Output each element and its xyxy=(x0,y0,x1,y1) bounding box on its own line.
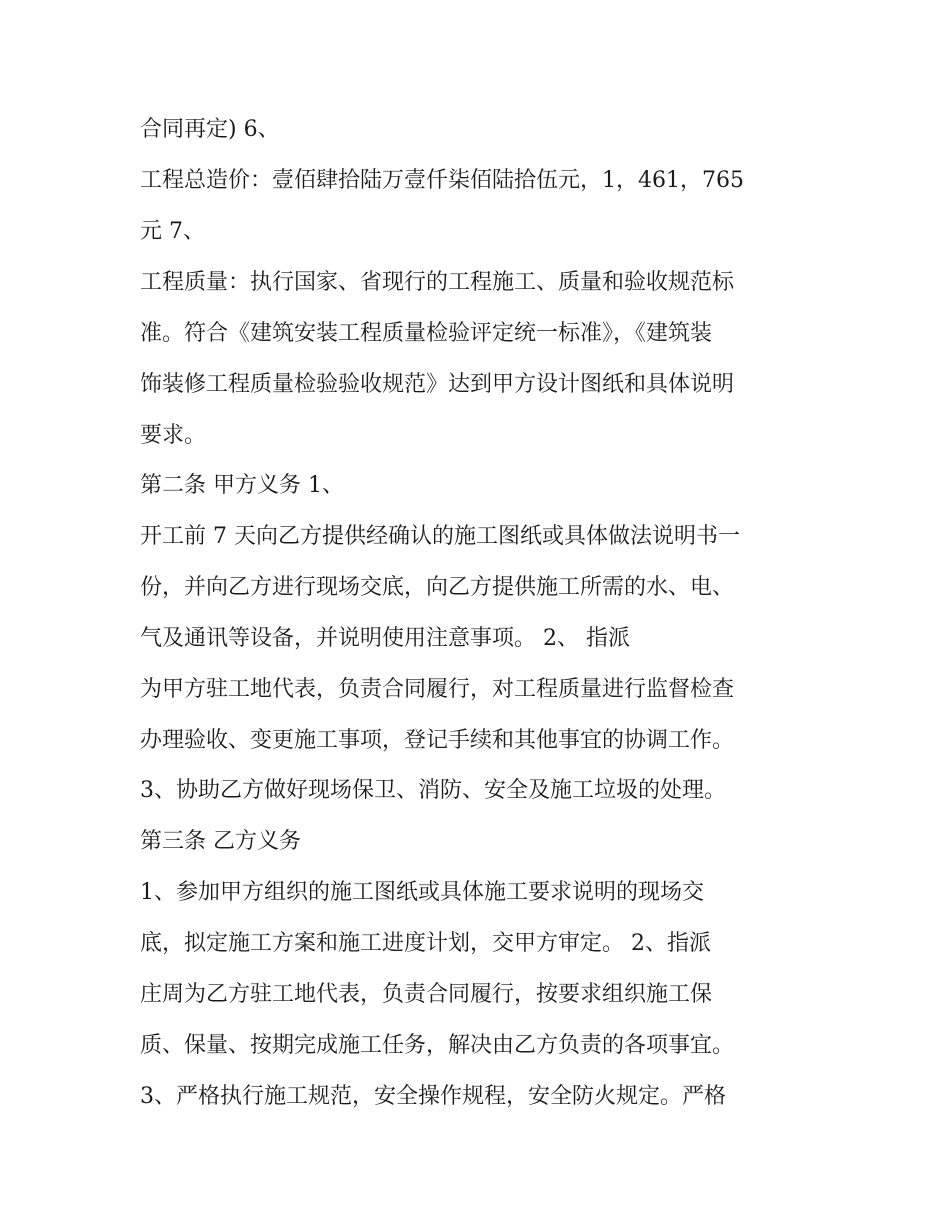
text-line: 为甲方驻工地代表，负责合同履行，对工程质量进行监督检查 xyxy=(140,677,735,702)
text-line: 气及通讯等设备，并说明使用注意事项。 2、 指派 xyxy=(140,626,630,651)
text-line: 要求。 xyxy=(140,423,207,448)
text-line: 3、严格执行施工规范，安全操作规程，安全防火规定。严格 xyxy=(140,1084,726,1109)
text-line: 准。符合《建筑安装工程质量检验评定统一标准》，《建筑装 xyxy=(140,321,713,346)
text-line: 合同再定) 6、 xyxy=(140,117,280,142)
text-line: 元 7、 xyxy=(140,219,205,244)
section-heading-party-b: 第三条 乙方义务 xyxy=(140,829,301,854)
text-line: 办理验收、变更施工事项，登记手续和其他事宜的协调工作。 xyxy=(140,728,735,753)
text-line: 庄周为乙方驻工地代表，负责合同履行，按要求组织施工保 xyxy=(140,982,713,1007)
text-line: 底，拟定施工方案和施工进度计划，交甲方审定。 2、指派 xyxy=(140,931,711,956)
text-line: 1、参加甲方组织的施工图纸或具体施工要求说明的现场交 xyxy=(140,880,704,905)
text-line: 质、保量、按期完成施工任务，解决由乙方负责的各项事宜。 xyxy=(140,1033,735,1058)
text-line: 份，并向乙方进行现场交底，向乙方提供施工所需的水、电、 xyxy=(140,575,735,600)
text-line: 工程总造价：壹佰肆拾陆万壹仟柒佰陆拾伍元，1，461，765 xyxy=(140,168,744,193)
section-heading-party-a: 第二条 甲方义务 1、 xyxy=(140,473,344,498)
text-line: 工程质量：执行国家、省现行的工程施工、质量和验收规范标 xyxy=(140,270,735,295)
text-line: 饰装修工程质量检验验收规范》达到甲方设计图纸和具体说明 xyxy=(140,372,735,397)
text-line: 3、协助乙方做好现场保卫、消防、安全及施工垃圾的处理。 xyxy=(140,778,726,803)
text-line: 开工前 7 天向乙方提供经确认的施工图纸或具体做法说明书一 xyxy=(140,524,740,549)
